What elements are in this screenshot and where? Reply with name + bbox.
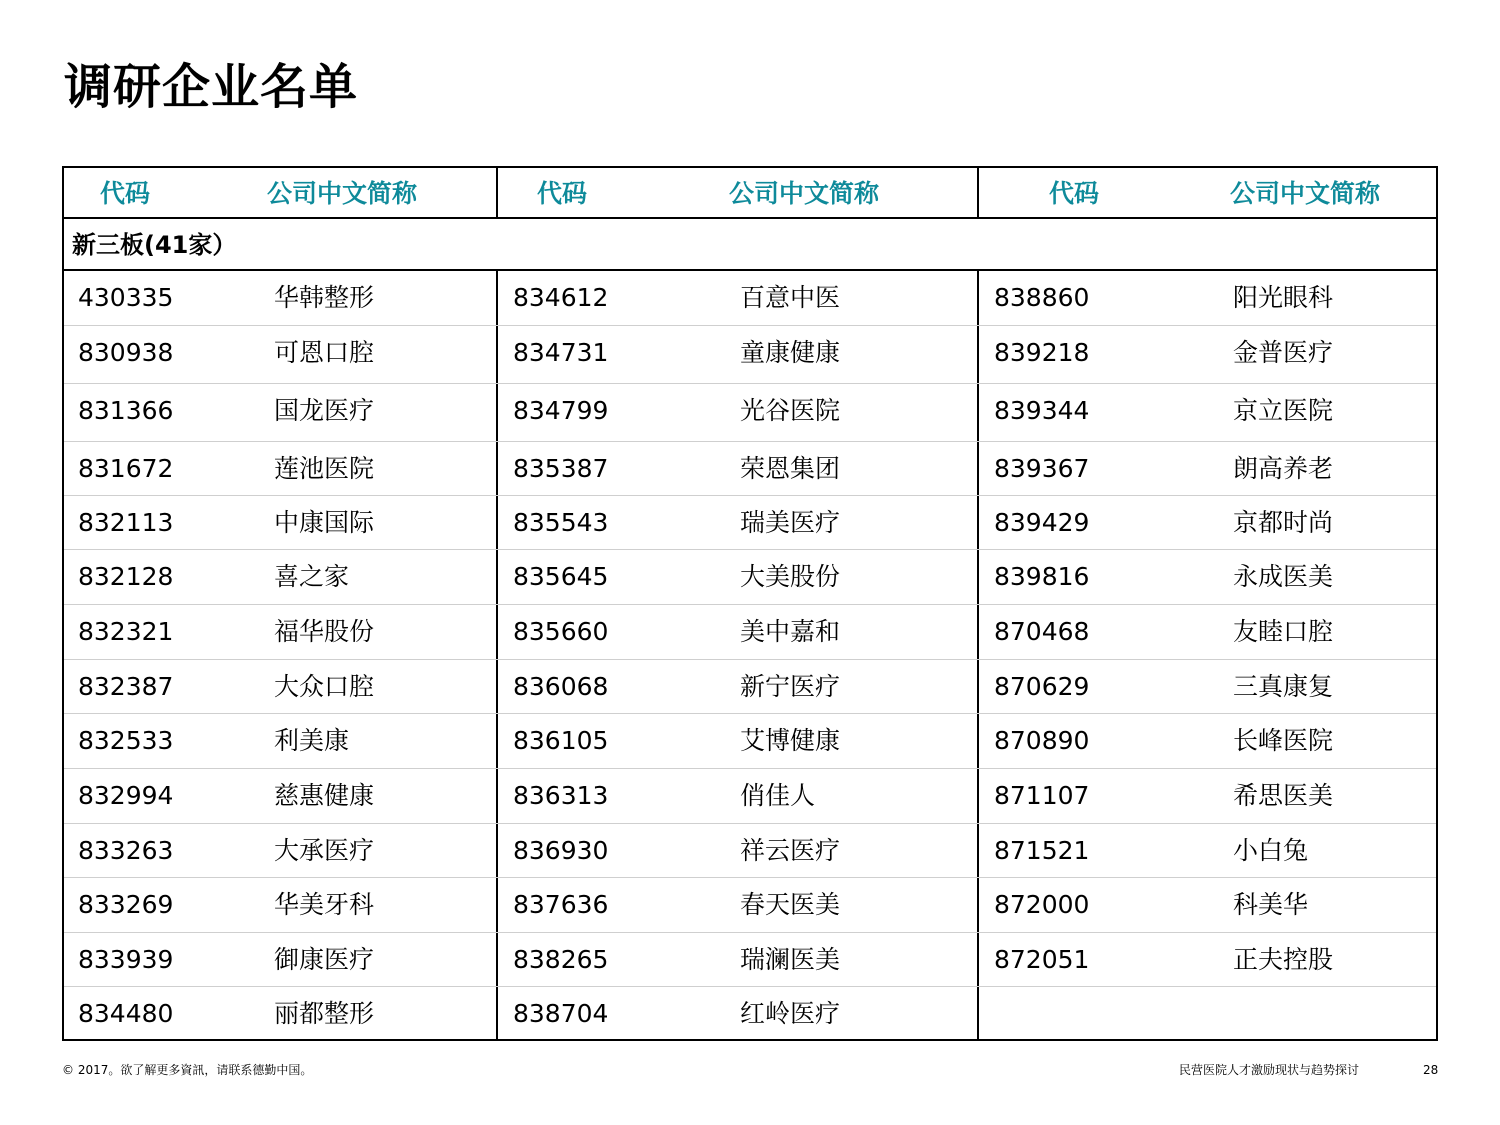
footer-report-title: 民营医院人才激励现状与趋势探讨	[1179, 1063, 1360, 1077]
header-code-1: 代码	[100, 179, 151, 208]
table-row	[64, 824, 1436, 878]
header-code-2: 代码	[537, 179, 588, 208]
stock-code-cell: 834799	[513, 396, 609, 425]
stock-code-cell: 838860	[994, 283, 1090, 312]
company-name-cell: 百意中医	[740, 283, 841, 312]
company-name-cell: 喜之家	[274, 562, 350, 591]
stock-code-cell: 834480	[78, 999, 174, 1028]
header-code-3: 代码	[1049, 179, 1100, 208]
table-row	[64, 384, 1436, 442]
company-name-cell: 京立医院	[1233, 396, 1334, 425]
company-name-cell: 利美康	[274, 726, 350, 755]
company-name-cell: 美中嘉和	[740, 617, 841, 646]
stock-code-cell: 831366	[78, 396, 174, 425]
company-name-cell: 莲池医院	[274, 454, 375, 483]
company-name-cell: 御康医疗	[274, 945, 375, 974]
company-name-cell: 福华股份	[274, 617, 375, 646]
stock-code-cell: 832128	[78, 562, 174, 591]
table-row	[64, 550, 1436, 605]
stock-code-cell: 838265	[513, 945, 609, 974]
stock-code-cell: 430335	[78, 283, 174, 312]
company-list-table	[62, 166, 1438, 1041]
company-name-cell: 京都时尚	[1233, 508, 1334, 537]
header-name-2: 公司中文简称	[729, 179, 880, 208]
table-row	[64, 933, 1436, 987]
company-name-cell: 瑞美医疗	[740, 508, 841, 537]
company-name-cell: 友睦口腔	[1233, 617, 1334, 646]
stock-code-cell: 835387	[513, 454, 609, 483]
stock-code-cell: 835543	[513, 508, 609, 537]
stock-code-cell: 832113	[78, 508, 174, 537]
company-name-cell: 三真康复	[1233, 672, 1334, 701]
stock-code-cell: 872000	[994, 890, 1090, 919]
company-name-cell: 长峰医院	[1233, 726, 1334, 755]
stock-code-cell: 839816	[994, 562, 1090, 591]
stock-code-cell: 838704	[513, 999, 609, 1028]
section-row	[64, 219, 1436, 271]
stock-code-cell: 872051	[994, 945, 1090, 974]
stock-code-cell: 870890	[994, 726, 1090, 755]
company-name-cell: 红岭医疗	[740, 999, 841, 1028]
company-name-cell: 新宁医疗	[740, 672, 841, 701]
company-name-cell: 荣恩集团	[740, 454, 841, 483]
company-name-cell: 科美华	[1233, 890, 1309, 919]
company-name-cell: 丽都整形	[274, 999, 375, 1028]
company-name-cell: 中康国际	[274, 508, 375, 537]
stock-code-cell: 836105	[513, 726, 609, 755]
stock-code-cell: 830938	[78, 338, 174, 367]
table-row	[64, 442, 1436, 496]
company-name-cell: 国龙医疗	[274, 396, 375, 425]
company-name-cell: 小白兔	[1233, 836, 1309, 865]
stock-code-cell: 871107	[994, 781, 1090, 810]
stock-code-cell: 870629	[994, 672, 1090, 701]
company-name-cell: 俏佳人	[740, 781, 816, 810]
company-name-cell: 春天医美	[740, 890, 841, 919]
company-name-cell: 希思医美	[1233, 781, 1334, 810]
company-name-cell: 艾博健康	[740, 726, 841, 755]
stock-code-cell: 832533	[78, 726, 174, 755]
stock-code-cell: 832321	[78, 617, 174, 646]
stock-code-cell: 871521	[994, 836, 1090, 865]
table-row	[64, 769, 1436, 824]
stock-code-cell: 833263	[78, 836, 174, 865]
section-label: 新三板(41家）	[72, 231, 237, 259]
stock-code-cell: 831672	[78, 454, 174, 483]
stock-code-cell: 837636	[513, 890, 609, 919]
company-name-cell: 大众口腔	[274, 672, 375, 701]
company-name-cell: 大美股份	[740, 562, 841, 591]
company-name-cell: 金普医疗	[1233, 338, 1334, 367]
column-divider	[496, 168, 498, 219]
company-name-cell: 可恩口腔	[274, 338, 375, 367]
stock-code-cell: 835645	[513, 562, 609, 591]
stock-code-cell: 836313	[513, 781, 609, 810]
page-title: 调研企业名单	[64, 59, 359, 115]
stock-code-cell: 870468	[994, 617, 1090, 646]
company-name-cell: 朗高养老	[1233, 454, 1334, 483]
stock-code-cell: 836068	[513, 672, 609, 701]
header-name-3: 公司中文简称	[1230, 179, 1381, 208]
stock-code-cell: 832994	[78, 781, 174, 810]
company-name-cell: 光谷医院	[740, 396, 841, 425]
company-name-cell: 童康健康	[740, 338, 841, 367]
company-name-cell: 华韩整形	[274, 283, 375, 312]
table-row	[64, 496, 1436, 550]
company-name-cell: 慈惠健康	[274, 781, 375, 810]
company-name-cell: 大承医疗	[274, 836, 375, 865]
stock-code-cell: 833939	[78, 945, 174, 974]
table-row	[64, 326, 1436, 384]
stock-code-cell: 834612	[513, 283, 609, 312]
company-name-cell: 阳光眼科	[1233, 283, 1334, 312]
table-header-row	[64, 168, 1436, 219]
column-divider	[977, 168, 979, 219]
footer-page-number: 28	[1423, 1063, 1439, 1077]
company-name-cell: 正夫控股	[1233, 945, 1334, 974]
table-row	[64, 878, 1436, 933]
company-name-cell: 华美牙科	[274, 890, 375, 919]
stock-code-cell: 839218	[994, 338, 1090, 367]
table-row	[64, 605, 1436, 660]
footer-copyright: © 2017。欲了解更多資訊，请联系德勤中国。	[62, 1063, 313, 1077]
stock-code-cell: 839429	[994, 508, 1090, 537]
stock-code-cell: 834731	[513, 338, 609, 367]
stock-code-cell: 836930	[513, 836, 609, 865]
table-row	[64, 271, 1436, 326]
company-name-cell: 瑞澜医美	[740, 945, 841, 974]
stock-code-cell: 832387	[78, 672, 174, 701]
company-name-cell: 永成医美	[1233, 562, 1334, 591]
header-name-1: 公司中文简称	[267, 179, 418, 208]
stock-code-cell: 839367	[994, 454, 1090, 483]
table-row	[64, 987, 1436, 1041]
table-row	[64, 660, 1436, 714]
stock-code-cell: 839344	[994, 396, 1090, 425]
stock-code-cell: 833269	[78, 890, 174, 919]
stock-code-cell: 835660	[513, 617, 609, 646]
table-row	[64, 714, 1436, 769]
company-name-cell: 祥云医疗	[740, 836, 841, 865]
